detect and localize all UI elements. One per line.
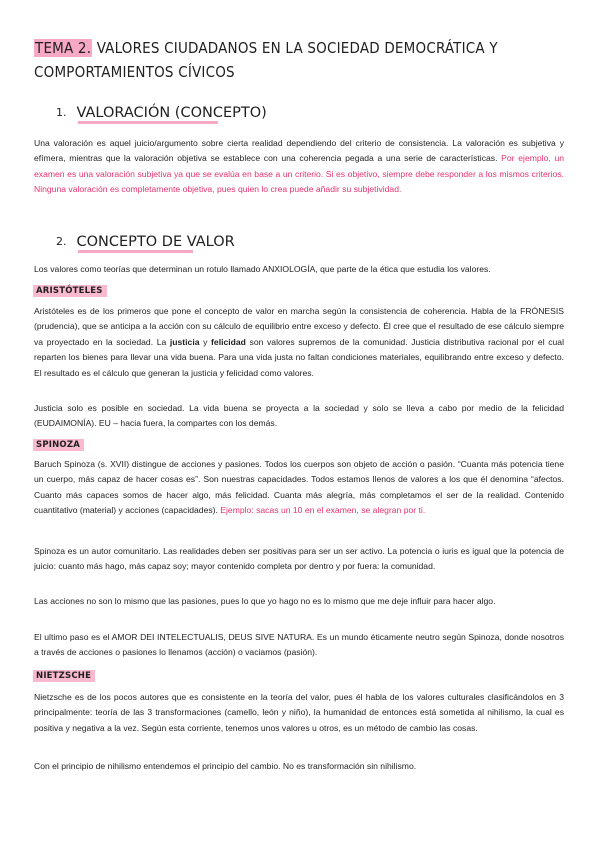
text: son valores supremos de la comunidad. Justicia distributiva racional por el cual reparten los bienes para llevar una vida buena. Para una vida justa no faltan condiciones materiales, equilibrando entre exceso y defecto. El resultado es el cálculo que generan la justicia y felicidad como valores. bbox=[34, 336, 564, 378]
section-number: 2. bbox=[56, 235, 67, 248]
section-heading-2 bbox=[56, 234, 235, 250]
paragraph-nietzsche-1: Nietzsche es de los pocos autores que es consistente en la teoría del valor, pues él habla de los valores culturales clasificándolos en 3 principalmente: teoría de las 3 transformaciones (camello, león y niño), la humanidad de entonces está sometida al nihilismo, la cual es positiva y negativa a la vez. Según esta corriente, tenemos unos valores u otros, es un método de cambio las cosas. bbox=[34, 692, 564, 733]
paragraph-aristoteles-1 bbox=[34, 304, 564, 381]
heading-underline bbox=[78, 121, 218, 124]
paragraph-spinoza-1 bbox=[34, 457, 564, 519]
document-title bbox=[34, 36, 574, 84]
tag-nietzsche: NIETZSCHE bbox=[33, 670, 95, 682]
tag-spinoza: SPINOZA bbox=[33, 439, 84, 451]
example-text: Ejemplo: sacas un 10 en el examen, se alegran por ti. bbox=[220, 505, 426, 516]
title-highlight: TEMA 2. bbox=[35, 39, 92, 57]
paragraph-nietzsche-2: Con el principio de nihilismo entendemos el principio del cambio. No es transformación sin nihilismo. bbox=[34, 761, 417, 771]
section-number: 1. bbox=[56, 106, 67, 119]
bold-justicia: justicia bbox=[169, 336, 200, 347]
paragraph-intro: Los valores como teorías que determinan un rotulo llamado ANXIOLOGÍA, que parte de la ética que estudia los valores. bbox=[34, 264, 491, 274]
paragraph-spinoza-3: Las acciones no son lo mismo que las pasiones, pues lo que yo hago no es lo mismo que me deje influir para hacer algo. bbox=[34, 596, 496, 606]
section-title: CONCEPTO DE VALOR bbox=[76, 234, 235, 250]
paragraph-spinoza-2: Spinoza es un autor comunitario. Las realidades deben ser positivas para ser un ser activo. La potencia o iuris es igual que la potencia de juicio: cuanto más hago, más capaz soy; mayor contenido completa por dentro y por fuera: la comunidad. bbox=[34, 546, 564, 572]
bold-felicidad: felicidad bbox=[211, 336, 246, 347]
text: Aristóteles es de los primeros que pone el concepto de valor en marcha según la consistencia de coherencia. Habla de la FRÓNESIS (prudencia), que se anticipa a la acción con su cálculo de equilibrio entre exceso y defecto. Él cree que el resultado de ese cálculo siempre va proyectado en la sociedad. La bbox=[34, 306, 564, 347]
title-line2: COMPORTAMIENTOS CÍVICOS bbox=[34, 63, 235, 81]
text: Baruch Spinoza (s. XVII) distingue de acciones y pasiones. Todos los cuerpos son objeto de acción o pasión. “Cuanta más potencia tiene un cuerpo, más capaz de hacer cosas es”. Son nuestras capacidades. Todos estamos llenos de valores a los que él denomina “afectos. Cuanto más capaces somos de hacer algo, más felicidad. Cuanta más alegría, más completamos el ser de la realidad. Contenido cuantitativo (material) y acciones (capacidades). bbox=[34, 459, 564, 516]
text: y bbox=[199, 336, 212, 347]
tag-aristoteles: ARISTÓTELES bbox=[33, 285, 107, 297]
paragraph-spinoza-4: El ultimo paso es el AMOR DEI INTELECTUALIS, DEUS SIVE NATURA. Es un mundo éticamente neutro según Spinoza, donde nosotros a través de acciones o pasiones lo llenamos (acción) o vaciamos (pasión). bbox=[34, 632, 564, 658]
paragraph-text: Una valoración es aquel juicio/argumento sobre cierta realidad dependiendo del criterio de consistencia. La valoración es subjetiva y efímera, mientras que la valoración objetiva se establece con una coherencia pegada a una serie de características. bbox=[34, 138, 564, 164]
paragraph-aristoteles-2: Justicia solo es posible en sociedad. La vida buena se proyecta a la sociedad y solo se lleva a cabo por medio de la felicidad (EUDAIMONÍA). EU – hacia fuera, la compartes con los demás. bbox=[34, 403, 564, 429]
title-text: VALORES CIUDADANOS EN LA SOCIEDAD DEMOCRÁTICA Y bbox=[92, 39, 498, 57]
paragraph-valoracion bbox=[34, 136, 564, 198]
section-heading-1 bbox=[56, 105, 267, 121]
example-text: Por ejemplo, un examen es una valoración subjetiva ya que se evalúa en base a un criterio. Si es objetivo, siempre debe responder a los mismos criterios. Ninguna valoración es completamente objetiva, pues quien lo crea puede añadir su subjetividad. bbox=[34, 153, 564, 195]
section-title: VALORACIÓN (CONCEPTO) bbox=[76, 105, 267, 121]
heading-underline bbox=[78, 250, 193, 253]
